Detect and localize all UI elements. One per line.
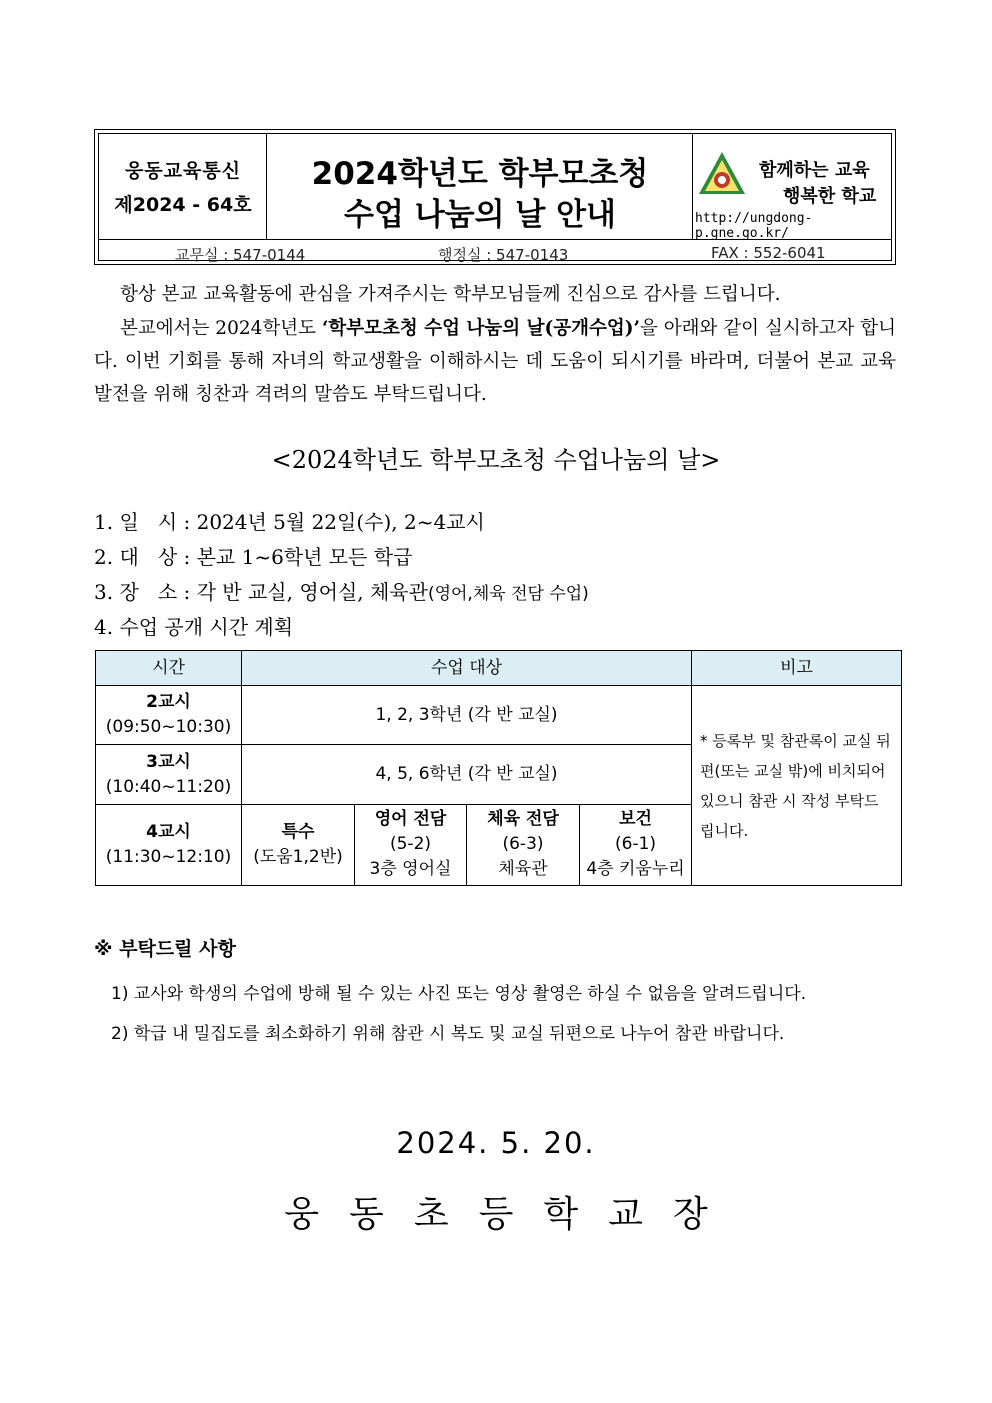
note-cell: * 등록부 및 참관록이 교실 뒤편(또는 교실 밖)에 비치되어 있으니 참관 시 작성 부탁드립니다. [692,686,902,886]
issue-date: 2024. 5. 20. [396,1126,596,1160]
period-time: (11:30~12:10) [105,846,232,867]
schedule-table [95,650,902,886]
location-note: (영어,체육 전담 수업) [427,584,589,604]
requests-title: ※ 부탁드릴 사항 [94,938,236,960]
period-cell [96,804,242,885]
header-time: 시간 [96,651,242,686]
principal-signature: 웅동초등학교장 [284,1194,738,1235]
health-class-cell [580,804,692,885]
intro-paragraph-1: 항상 본교 교육활동에 관심을 가져주시는 학부모님들께 진심으로 감사를 드립니다. [120,284,781,305]
period-label: 4교시 [146,821,191,842]
intro-text-post: 을 아래와 같이 실시하고자 합니다. 이번 기회를 통해 자녀의 학교생활을 이해하시는 데 도움이 되시기를 바라며, 더불어 본교 교육 발전을 위해 칭찬과 격려의 말씀도 부탁드립니다. [94,318,896,405]
intro-text-pre: 본교에서는 2024학년도 [120,318,322,339]
request-item-1: 1) 교사와 학생의 수업에 방해 될 수 있는 사진 또는 영상 촬영은 하실 수 없음을 알려드립니다. [111,984,807,1004]
target-cell: 1, 2, 3학년 (각 반 교실) [242,686,692,745]
english-class: (5-2) [389,834,432,855]
health-label: 보건 [619,809,652,830]
period-time: (10:40~11:20) [105,776,232,797]
table-header-row [96,651,902,686]
health-class: (6-1) [615,834,657,855]
header-inner-frame [98,133,892,264]
english-room: 3층 영어실 [369,859,452,880]
contact-bar [99,239,891,265]
table-row [96,686,902,745]
request-item-2: 2) 학급 내 밀집도를 최소화하기 위해 참관 시 복도 및 교실 뒤편으로 나누어 참관 바랍니다. [111,1024,785,1044]
period-label: 3교시 [146,751,191,772]
slogan-line-1: 함께하는 교육 [759,160,870,181]
event-subtitle: <2024학년도 학부모초청 수업나눔의 날> [271,446,721,474]
academic-office-phone: 교무실 : 547-0144 [175,246,306,264]
event-name-bold: ‘학부모초청 수업 나눔의 날(공개수업)’ [321,318,640,339]
location-main: 3. 장 소 : 각 반 교실, 영어실, 체육관 [94,580,428,604]
english-label: 영어 전담 [374,809,447,830]
period-label: 2교시 [146,692,191,713]
list-item-location [94,576,589,605]
newsletter-name: 웅동교육통신 [124,160,242,182]
header-note: 비고 [692,651,902,686]
header-target: 수업 대상 [242,651,692,686]
list-item-target: 2. 대 상 : 본교 1~6학년 모든 학급 [94,545,413,569]
title-line-2: 수업 나눔의 날 안내 [344,197,616,233]
newsletter-header [94,129,896,265]
pe-label: 체육 전담 [487,809,559,830]
pe-class-cell [467,804,580,885]
admin-office-phone: 행정실 : 547-0143 [438,246,569,264]
list-item-schedule: 4. 수업 공개 시간 계획 [94,615,294,639]
fax-number: FAX : 552-6041 [711,244,826,262]
special-label: 특수 [281,821,315,842]
intro-paragraph-2 [94,312,896,411]
special-detail: (도움1,2반) [253,846,343,867]
issue-number: 제2024 - 64호 [114,194,252,216]
school-slogan [693,134,899,239]
target-cell: 4, 5, 6학년 (각 반 교실) [242,745,692,804]
english-class-cell [355,804,467,885]
issue-info [99,134,267,239]
slogan-line-2: 행복한 학교 [783,186,877,207]
school-url-link[interactable]: http://ungdong-p.gne.go.kr/ [695,211,813,241]
pe-class: (6-3) [502,834,544,855]
health-room: 4층 키움누리 [586,859,685,880]
special-class-cell [242,804,355,885]
school-logo-icon [697,150,747,196]
period-time: (09:50~10:30) [105,717,232,738]
pe-room: 체육관 [498,859,548,880]
title-line-1: 2024학년도 학부모초청 [311,156,649,192]
period-cell [96,745,242,804]
list-item-date: 1. 일 시 : 2024년 5월 22일(수), 2~4교시 [94,510,485,534]
header-title [267,134,693,239]
period-cell [96,686,242,745]
